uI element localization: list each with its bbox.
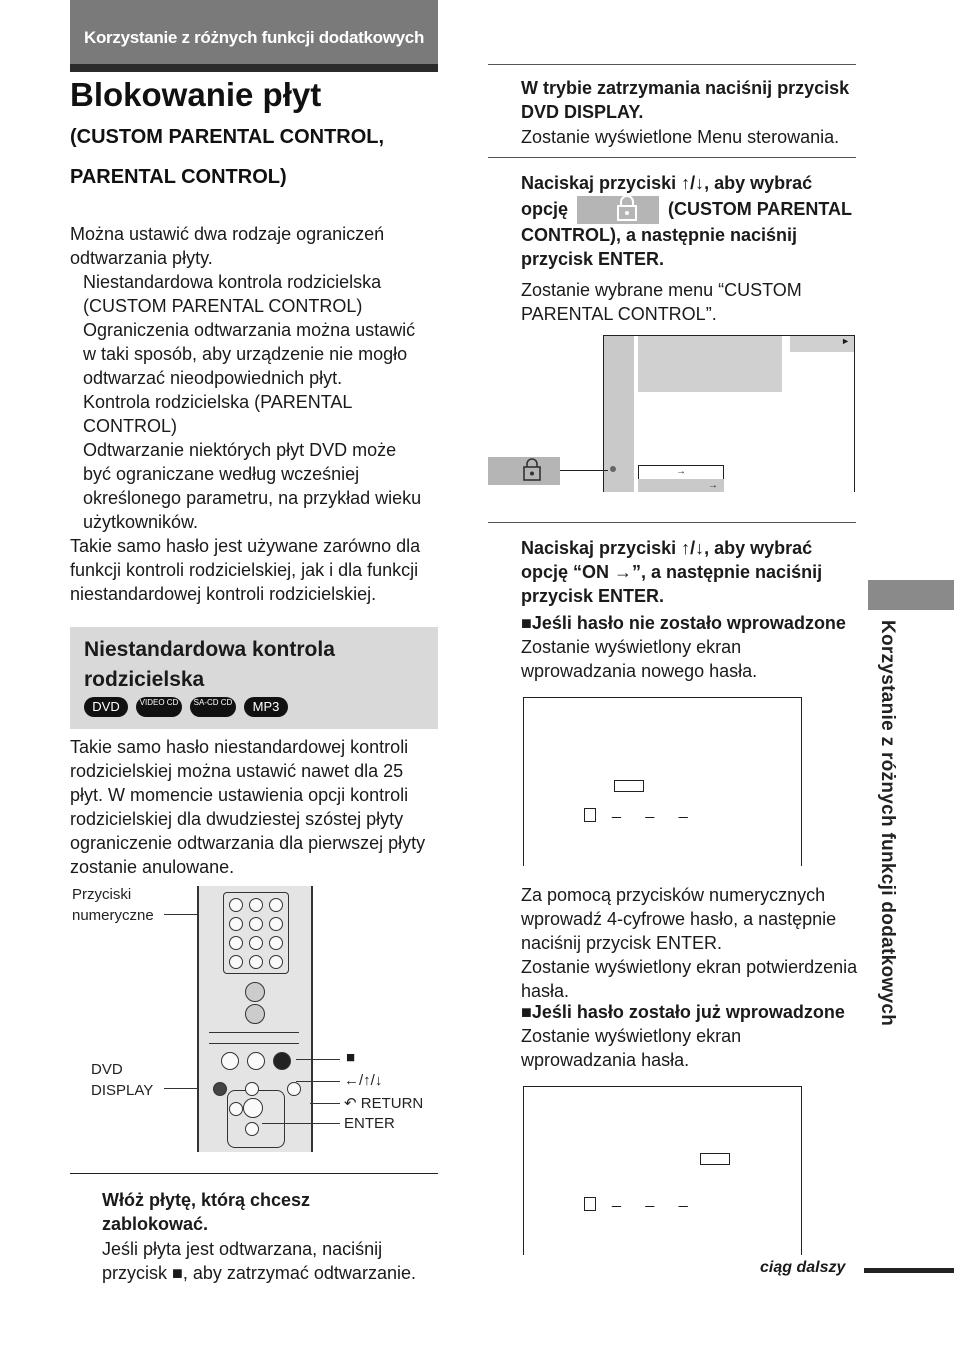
step-line: zablokować. <box>102 1214 209 1234</box>
password-dashes: _ _ _ <box>612 802 698 819</box>
badge-mp3: MP3 <box>244 697 288 717</box>
step-line: naciśnij przycisk ENTER. <box>521 933 723 953</box>
plus-icon <box>245 982 265 1002</box>
leader-line <box>296 1081 340 1082</box>
leader-line <box>296 1059 340 1060</box>
step-line: wprowadzania nowego hasła. <box>521 661 758 681</box>
step-text: (CUSTOM PARENTAL <box>668 199 853 219</box>
menu-header-block <box>638 336 782 392</box>
intro-line: funkcji kontroli rodzicielskiej, jak i dla funkcji <box>70 560 419 580</box>
transport-row <box>209 1032 299 1044</box>
intro-line: w taki sposób, aby urządzenie nie mogło <box>83 344 408 364</box>
intro-line: określonego parametru, na przykład wieku <box>83 488 422 508</box>
enter-button <box>243 1098 263 1118</box>
intro-line: Odtwarzanie niektórych płyt DVD może <box>83 440 397 460</box>
badge-video-cd: VIDEO CD <box>136 697 182 717</box>
section-title-line: Niestandardowa kontrola <box>84 638 335 661</box>
play-status-icon: ► <box>790 336 854 352</box>
label-dvd-display <box>91 1059 153 1101</box>
step-line: W trybie zatrzymania naciśnij przycisk <box>521 78 850 98</box>
pause-icon <box>247 1052 265 1070</box>
section-body-line: płyt. W momencie ustawienia opcji kontroli <box>70 785 409 805</box>
intro-item2-title <box>70 390 440 438</box>
step4-case1-body <box>521 635 757 683</box>
intro-line: Kontrola rodzicielska (PARENTAL <box>83 392 353 412</box>
stop-icon <box>273 1052 291 1070</box>
keypad-frame <box>223 892 289 974</box>
step-line: Naciskaj przyciski ↑/↓, aby wybrać <box>521 538 813 558</box>
intro-line: Można ustawić dwa rodzaje ograniczeń <box>70 224 385 244</box>
step-text: opcję <box>521 199 569 219</box>
step3-title <box>521 171 861 271</box>
label-line: DVD <box>91 1061 123 1078</box>
lock-icon <box>488 457 560 485</box>
menu-icon-column <box>604 336 634 492</box>
step2-body: Zostanie wyświetlone Menu sterowania. <box>521 127 840 147</box>
step-line: Zostanie wyświetlony ekran potwierdzenia <box>521 957 858 977</box>
intro-line: użytkowników. <box>83 512 199 532</box>
lock-callout <box>488 457 560 485</box>
step-line: Zostanie wyświetlony ekran <box>521 1026 742 1046</box>
cursor-box <box>584 808 596 822</box>
label-enter: ENTER <box>344 1115 395 1132</box>
side-tab-marker <box>868 580 954 610</box>
step1-body <box>102 1237 416 1285</box>
section-title <box>84 635 335 695</box>
continued-label: ciąg dalszy <box>760 1259 846 1276</box>
chapter-header <box>70 0 438 72</box>
step-line: PARENTAL CONTROL”. <box>521 304 717 324</box>
password-field-box <box>700 1153 730 1165</box>
step4-title <box>521 536 822 608</box>
step4-after <box>521 883 857 1003</box>
step1-title <box>102 1188 310 1236</box>
section-body-line: zostanie anulowane. <box>70 857 235 877</box>
divider <box>488 64 856 65</box>
section-header-box <box>70 627 438 729</box>
label-return <box>344 1093 423 1114</box>
intro-line: Niestandardowa kontrola rodzicielska <box>83 272 382 292</box>
step-line: Zostanie wybrane menu “CUSTOM <box>521 280 802 300</box>
remote-control-illustration <box>197 886 313 1152</box>
step-line: przycisk ENTER. <box>521 249 665 269</box>
step2-title <box>521 76 849 124</box>
return-icon: ↶ <box>344 1095 357 1112</box>
play-icon <box>221 1052 239 1070</box>
menu-option-on: → <box>638 465 724 480</box>
arrow-left-icon <box>229 1102 243 1116</box>
side-tab-label: Korzystanie z różnych funkcji dodatkowych <box>877 620 898 1027</box>
step-line: Zostanie wyświetlony ekran <box>521 637 742 657</box>
page-title: Blokowanie płyt <box>70 76 322 113</box>
label-line: DISPLAY <box>91 1082 154 1099</box>
step-line: CONTROL), a następnie naciśnij <box>521 225 798 245</box>
new-password-screen <box>523 697 802 866</box>
leader-line <box>262 1123 340 1124</box>
divider <box>488 522 856 523</box>
section-body-line: rodzicielskiej dla dwudziestej szóstej płyty <box>70 809 404 829</box>
lock-icon <box>577 196 659 224</box>
intro-line: odtwarzać nieodpowiednich płyt. <box>83 368 343 388</box>
intro-line: Takie samo hasło jest używane zarówno dla <box>70 536 421 556</box>
step4-case2-head: ■Jeśli hasło zostało już wprowadzone <box>521 1002 845 1022</box>
chapter-header-title: Korzystanie z różnych funkcji dodatkowych <box>84 28 425 47</box>
intro-line: Ograniczenia odtwarzania można ustawić <box>83 320 416 340</box>
arrow-up-icon <box>245 1082 259 1096</box>
step-line: hasła. <box>521 981 570 1001</box>
password-field-box <box>614 780 644 792</box>
step-line: Włóż płytę, którą chcesz <box>102 1190 311 1210</box>
step3-body <box>521 278 802 326</box>
control-menu-screen <box>603 335 855 492</box>
minus-icon <box>245 1004 265 1024</box>
step-line: Jeśli płyta jest odtwarzana, naciśnij <box>102 1239 383 1259</box>
intro-line: (CUSTOM PARENTAL CONTROL) <box>83 296 363 316</box>
label-return-text: RETURN <box>360 1095 424 1112</box>
step-line: opcję “ON →”, a następnie naciśnij <box>521 562 823 582</box>
label-stop: ■ <box>346 1049 356 1066</box>
divider <box>488 157 856 158</box>
menu-option-off: → <box>638 479 724 492</box>
intro-text <box>70 222 440 606</box>
label-line: numeryczne <box>72 907 154 924</box>
label-numeric-buttons <box>72 884 154 926</box>
page-subtitle-line1: (CUSTOM PARENTAL CONTROL, <box>70 126 385 148</box>
divider <box>70 1173 438 1174</box>
lock-option-icon <box>577 196 659 224</box>
section-title-line: rodzicielska <box>84 668 205 691</box>
intro-item1-desc <box>70 318 440 390</box>
intro-line: być ograniczane według wcześniej <box>83 464 360 484</box>
step4-case2-body <box>521 1024 741 1072</box>
label-line: Przyciski <box>72 886 132 903</box>
password-dashes: _ _ _ <box>612 1191 698 1208</box>
badge-dvd: DVD <box>84 697 128 717</box>
section-body <box>70 735 440 879</box>
leader-line <box>560 470 608 471</box>
step-line: Za pomocą przycisków numerycznych <box>521 885 826 905</box>
step-line: przycisk ■, aby zatrzymać odtwarzanie. <box>102 1263 416 1283</box>
intro-line: odtwarzania płyty. <box>70 248 213 268</box>
step-line: wprowadź 4-cyfrowe hasło, a następnie <box>521 909 837 929</box>
step-line: wprowadzania hasła. <box>521 1050 690 1070</box>
arrow-down-icon <box>245 1122 259 1136</box>
step-line: DVD DISPLAY. <box>521 102 644 122</box>
continued-bar <box>864 1268 954 1273</box>
section-body-line: Takie samo hasło niestandardowej kontroli <box>70 737 409 757</box>
page-subtitle-line2: PARENTAL CONTROL) <box>70 166 287 188</box>
enter-password-screen <box>523 1086 802 1255</box>
selection-dot <box>610 466 616 472</box>
section-body-line: rodzicielskiej można ustawić nawet dla 25 <box>70 761 404 781</box>
label-arrows: ←/↑/↓ <box>344 1072 383 1089</box>
intro-item2-desc <box>70 438 440 534</box>
step-line <box>521 195 861 223</box>
leader-line <box>310 1103 340 1104</box>
step-line: Naciskaj przyciski ↑/↓, aby wybrać <box>521 173 813 193</box>
step-line: przycisk ENTER. <box>521 586 665 606</box>
dvd-display-button <box>213 1082 227 1096</box>
cursor-box <box>584 1197 596 1211</box>
intro-item1-title <box>70 270 440 318</box>
section-body-line: ograniczenie odtwarzania dla pierwszej płyty <box>70 833 426 853</box>
intro-line: niestandardowej kontroli rodzicielskiej. <box>70 584 377 604</box>
intro-line: CONTROL) <box>83 416 177 436</box>
return-button <box>287 1082 301 1096</box>
badge-sacd: SA-CD CD <box>190 697 236 717</box>
step4-case1-head: ■Jeśli hasło nie zostało wprowadzone <box>521 613 846 633</box>
